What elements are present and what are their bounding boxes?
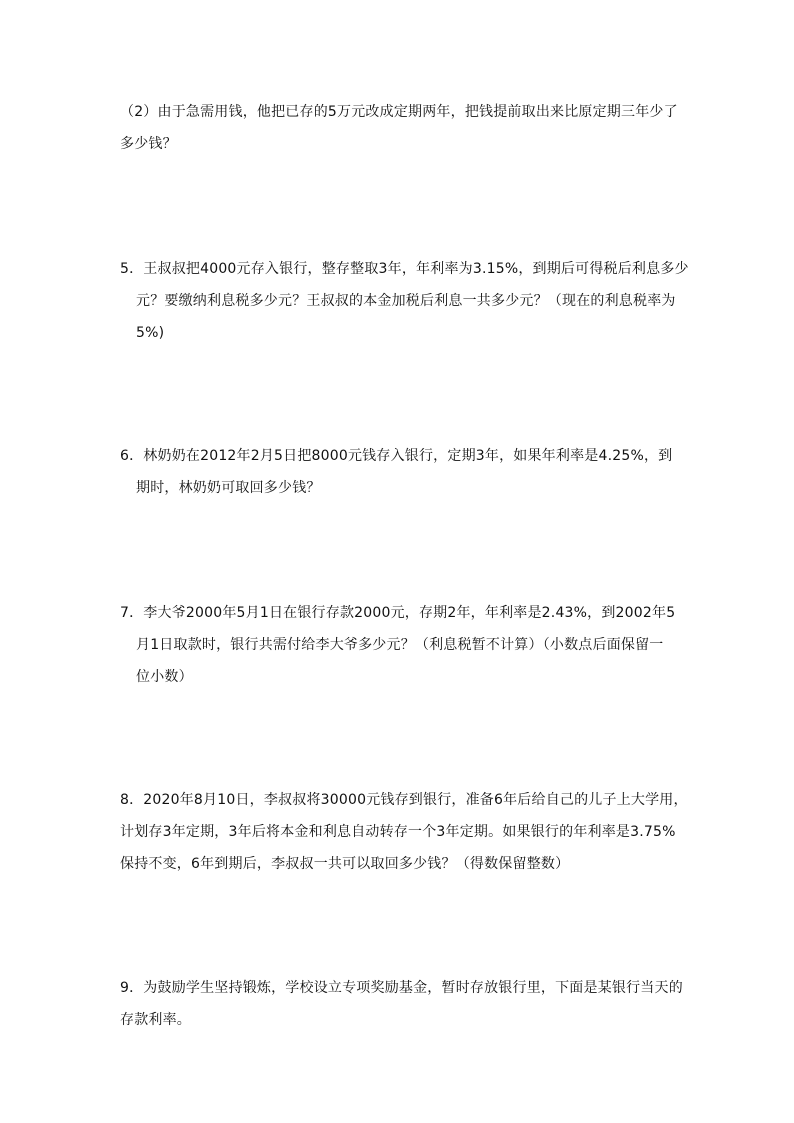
question-text-line: 元？要缴纳利息税多少元？王叔叔的本金加税后利息一共多少元？（现在的利息税率为 [136, 293, 676, 309]
question-text-line: 期时，林奶奶可取回多少钱？ [136, 480, 321, 496]
question-text-line: 存款利率。 [120, 1012, 191, 1028]
question-6 [120, 440, 680, 504]
question-text-line: 位小数） [136, 669, 193, 685]
question-4-part-2 [120, 96, 680, 160]
question-text-line: 保持不变，6年到期后，李叔叔一共可以取回多少钱？（得数保留整数） [120, 856, 570, 872]
question-text-line: 8．2020年8月10日，李叔叔将30000元钱存到银行，准备6年后给自己的儿子上大学用， [120, 792, 688, 808]
question-text-line: 9．为鼓励学生坚持锻炼，学校设立专项奖励基金，暂时存放银行里，下面是某银行当天的 [120, 980, 683, 996]
question-text-line: 月1日取款时，银行共需付给李大爷多少元？（利息税暂不计算）（小数点后面保留一 [136, 637, 664, 653]
question-text-line: 7．李大爷2000年5月1日在银行存款2000元，存期2年，年利率是2.43%，到2002年5 [120, 605, 676, 621]
question-5 [120, 253, 689, 349]
question-text-line: 5%) [136, 325, 165, 341]
question-text-line: 多少钱？ [120, 136, 177, 152]
question-9 [120, 972, 683, 1036]
question-8 [120, 784, 688, 880]
question-text-line: 5．王叔叔把4000元存入银行，整存整取3年，年利率为3.15%，到期后可得税后利息多少 [120, 261, 689, 277]
question-text-line: 计划存3年定期，3年后将本金和利息自动转存一个3年定期。如果银行的年利率是3.75% [120, 824, 676, 840]
question-text-line: 6．林奶奶在2012年2月5日把8000元钱存入银行，定期3年，如果年利率是4.25%，到 [120, 448, 673, 464]
question-7 [120, 597, 680, 693]
question-text-line: （2）由于急需用钱，他把已存的5万元改成定期两年，把钱提前取出来比原定期三年少了 [120, 104, 678, 120]
